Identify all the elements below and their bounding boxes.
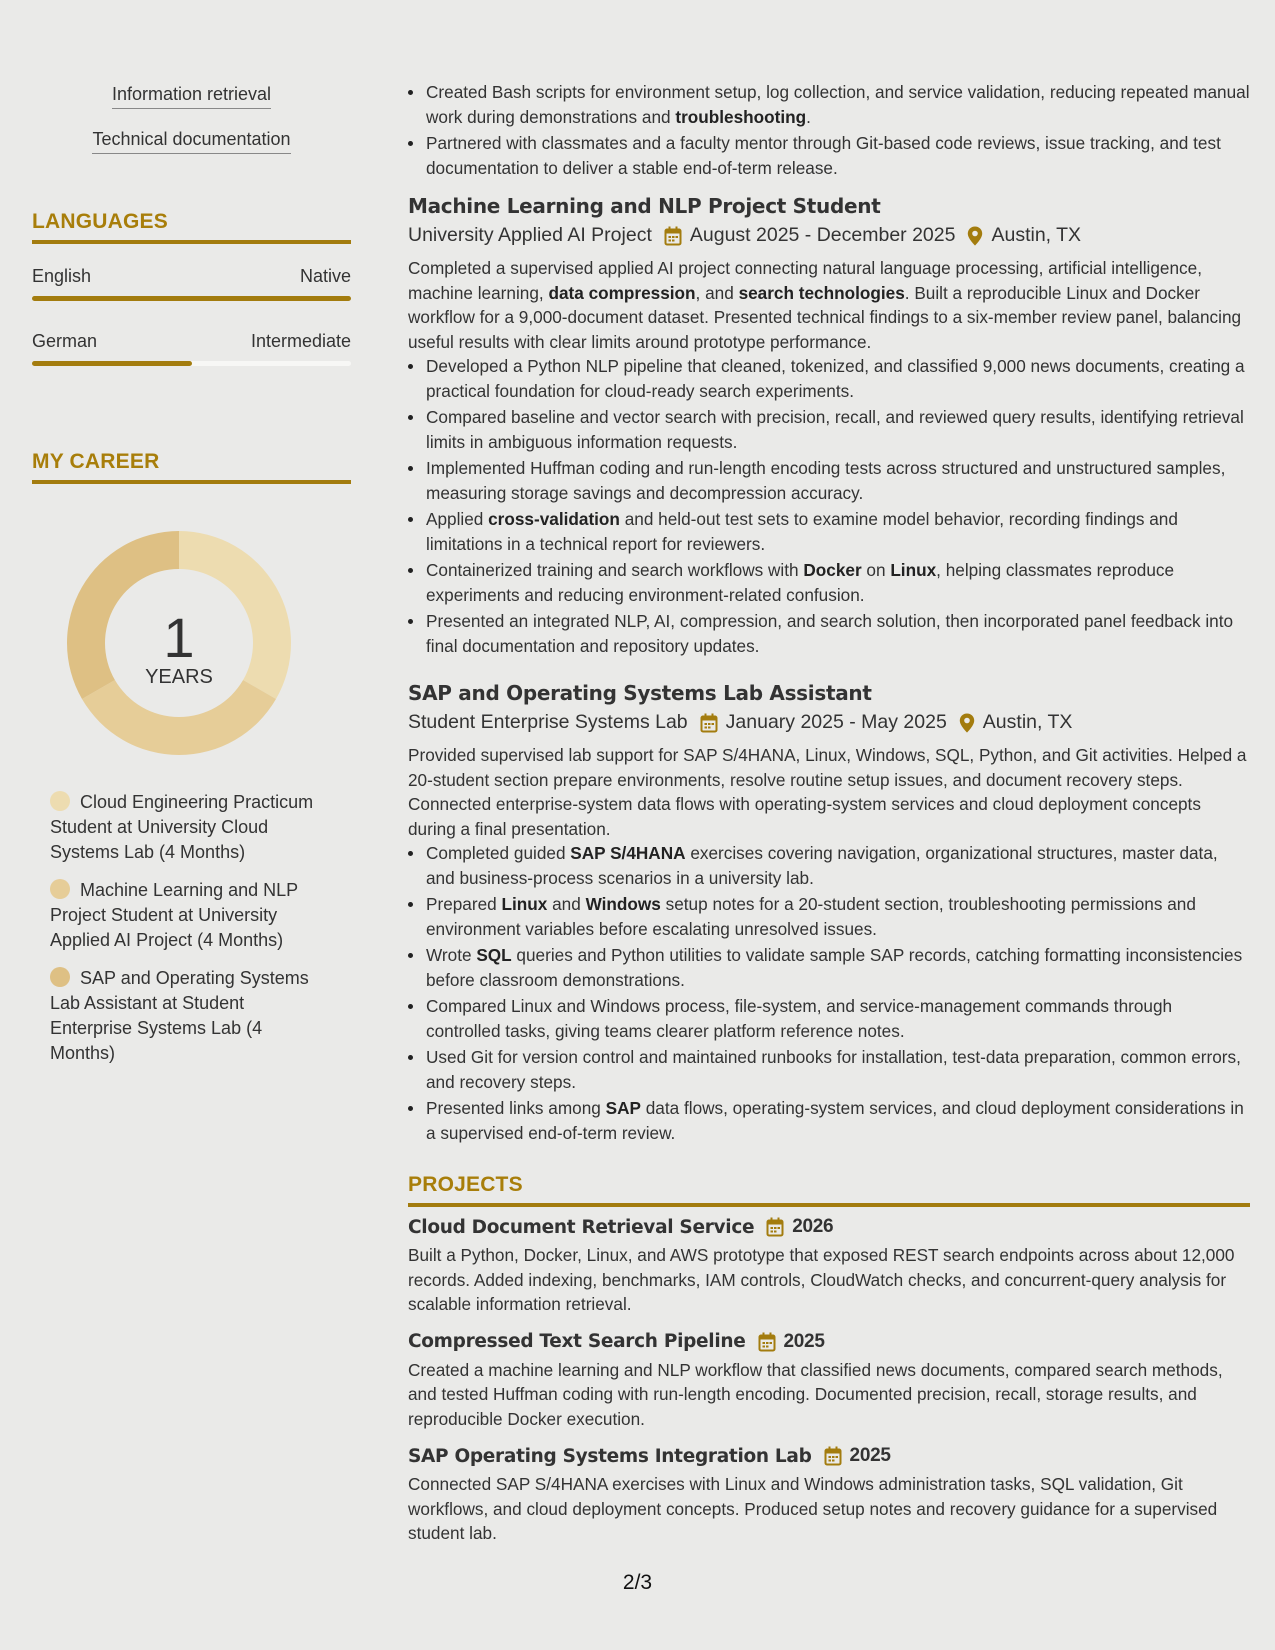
bullet-item: Developed a Python NLP pipeline that cleaned, tokenized, and classified 9,000 news documents, creating a practical foundation for cloud-ready search experiments. [408, 354, 1250, 403]
job-dates: August 2025 - December 2025 [689, 224, 956, 246]
job-location: Austin, TX [982, 711, 1073, 733]
project-year: 2025 [783, 1330, 825, 1352]
legend-swatch [50, 791, 70, 811]
proficiency-bar [32, 361, 351, 366]
legend-swatch [50, 967, 70, 987]
job-location: Austin, TX [991, 224, 1082, 246]
job-summary: Provided supervised lab support for SAP S/4HANA, Linux, Windows, SQL, Python, and Git activities. Helped a 20-student section prepare environments, resolve routine setup issues, and document recovery steps. Connected enterprise-system data flows with operating-system services and cloud deployment concepts during a final presentation. [408, 745, 1247, 839]
bullet-item: Created Bash scripts for environment setup, log collection, and service validation, reducing repeated manual work during demonstrations and troubleshooting. [408, 80, 1250, 129]
proficiency-fill [32, 361, 192, 366]
bullet-item: Wrote SQL queries and Python utilities to validate sample SAP records, catching formatting inconsistencies before classroom demonstrations. [408, 943, 1250, 992]
job-title: Machine Learning and NLP Project Student [408, 194, 881, 218]
section-divider [32, 240, 351, 244]
career-section [32, 450, 351, 484]
project-description: Connected SAP S/4HANA exercises with Linux and Windows administration tasks, SQL validation, Git workflows, and cloud deployment concepts. Produced setup notes and recovery guidance for a supervised student lab. [408, 1474, 1218, 1543]
calendar-icon [700, 713, 718, 733]
career-heading: MY CAREER [32, 450, 160, 473]
project-year: 2025 [849, 1445, 891, 1466]
section-divider [32, 480, 351, 484]
project-year: 2026 [792, 1216, 834, 1237]
career-legend-item: Cloud Engineering Practicum Student at University Cloud Systems Lab (4 Months) [50, 792, 314, 862]
job-meta [408, 224, 1250, 247]
bullet-item: Containerized training and search workflows with Docker on Linux, helping classmates reproduce experiments and reducing environment-related confusion. [408, 558, 1250, 607]
bullet-item: Partnered with classmates and a faculty mentor through Git-based code reviews, issue tracking, and test documentation to deliver a stable end-of-term release. [408, 131, 1250, 180]
bullet-item: Completed guided SAP S/4HANA exercises covering navigation, organizational structures, master data, and business-process scenarios in a university lab. [408, 841, 1250, 890]
page-number: 2/3 [622, 1571, 653, 1594]
job-org: University Applied AI Project [408, 224, 652, 246]
job-bullets [408, 354, 1250, 658]
skill-tag: Technical documentation [92, 129, 290, 154]
years-label: YEARS [145, 666, 213, 688]
years-value: 1 [163, 606, 195, 669]
projects-heading: PROJECTS [408, 1173, 523, 1196]
legend-swatch [50, 879, 70, 899]
project-title: SAP Operating Systems Integration Lab [408, 1445, 812, 1467]
job-summary: Completed a supervised applied AI project connecting natural language processing, artificial intelligence, machine learning, data compression, and search technologies. Built a reproducible Linux and Docker workflow for a 9,000-document dataset. Presented technical findings to a six-member review panel, balancing useful results with clear limits around prototype performance. [408, 258, 1242, 352]
language-item [32, 266, 351, 301]
skill-tag: Information retrieval [112, 84, 271, 109]
projects-section [408, 1173, 1250, 1546]
job-org: Student Enterprise Systems Lab [408, 711, 688, 733]
bullet-item: Presented links among SAP data flows, operating-system services, and cloud deployment considerations in a supervised end-of-term review. [408, 1096, 1250, 1145]
bullet-item: Prepared Linux and Windows setup notes for a 20-student section, troubleshooting permissions and environment variables before escalating unresolved issues. [408, 892, 1250, 941]
job-title: SAP and Operating Systems Lab Assistant [408, 681, 872, 705]
proficiency-bar [32, 296, 351, 301]
language-level: Intermediate [250, 331, 351, 351]
language-item [32, 331, 351, 366]
project-description: Created a machine learning and NLP workflow that classified news documents, compared search methods, and tested Huffman coding with run-length encoding. Documented precision, recall, storage results, and reproducible Docker execution. [408, 1359, 1223, 1429]
calendar-icon [766, 1217, 784, 1237]
project-item [408, 1216, 1250, 1317]
bullet-item: Compared Linux and Windows process, file-system, and service-management commands through controlled tasks, giving teams clearer platform reference notes. [408, 994, 1250, 1043]
project-item [408, 1445, 1250, 1546]
bullet-item: Used Git for version control and maintained runbooks for installation, test-data preparation, common errors, and recovery steps. [408, 1045, 1250, 1094]
language-name: German [32, 331, 98, 351]
previous-job-bullets [408, 80, 1250, 182]
map-pin-icon [959, 713, 975, 733]
language-level: Native [299, 266, 351, 286]
languages-heading: LANGUAGES [32, 210, 168, 233]
section-divider [408, 1203, 1250, 1207]
job-dates: January 2025 - May 2025 [725, 711, 947, 733]
language-name: English [32, 266, 92, 286]
career-legend-item: Machine Learning and NLP Project Student at University Applied AI Project (4 Months) [50, 880, 298, 950]
project-item [408, 1331, 1250, 1432]
project-title: Compressed Text Search Pipeline [408, 1331, 746, 1352]
job-meta [408, 711, 1250, 734]
calendar-icon [758, 1332, 776, 1352]
job-bullets [408, 841, 1250, 1145]
career-legend-item: SAP and Operating Systems Lab Assistant at Student Enterprise Systems Lab (4 Months) [50, 968, 309, 1063]
map-pin-icon [967, 226, 983, 246]
career-legend [32, 790, 322, 1066]
languages-section [32, 210, 351, 366]
calendar-icon [664, 226, 682, 246]
bullet-item: Implemented Huffman coding and run-length encoding tests across structured and unstructured samples, measuring storage savings and decompression accuracy. [408, 456, 1250, 505]
proficiency-fill [32, 296, 351, 301]
career-donut-chart [66, 530, 292, 756]
project-title: Cloud Document Retrieval Service [408, 1216, 755, 1238]
bullet-item: Compared baseline and vector search with precision, recall, and reviewed query results, identifying retrieval limits in ambiguous information requests. [408, 405, 1250, 454]
bullet-item: Presented an integrated NLP, AI, compression, and search solution, then incorporated panel feedback into final documentation and repository updates. [408, 609, 1250, 658]
job-entry [408, 681, 1250, 1147]
calendar-icon [824, 1446, 842, 1466]
project-description: Built a Python, Docker, Linux, and AWS prototype that exposed REST search endpoints across about 12,000 records. Added indexing, benchmarks, IAM controls, CloudWatch checks, and concurrent-query analysis for scalable information retrieval. [408, 1245, 1235, 1314]
donut-segment [82, 680, 276, 755]
job-entry [408, 194, 1250, 660]
bullet-item: Applied cross-validation and held-out test sets to examine model behavior, recording findings and limitations in a technical report for reviewers. [408, 507, 1250, 556]
